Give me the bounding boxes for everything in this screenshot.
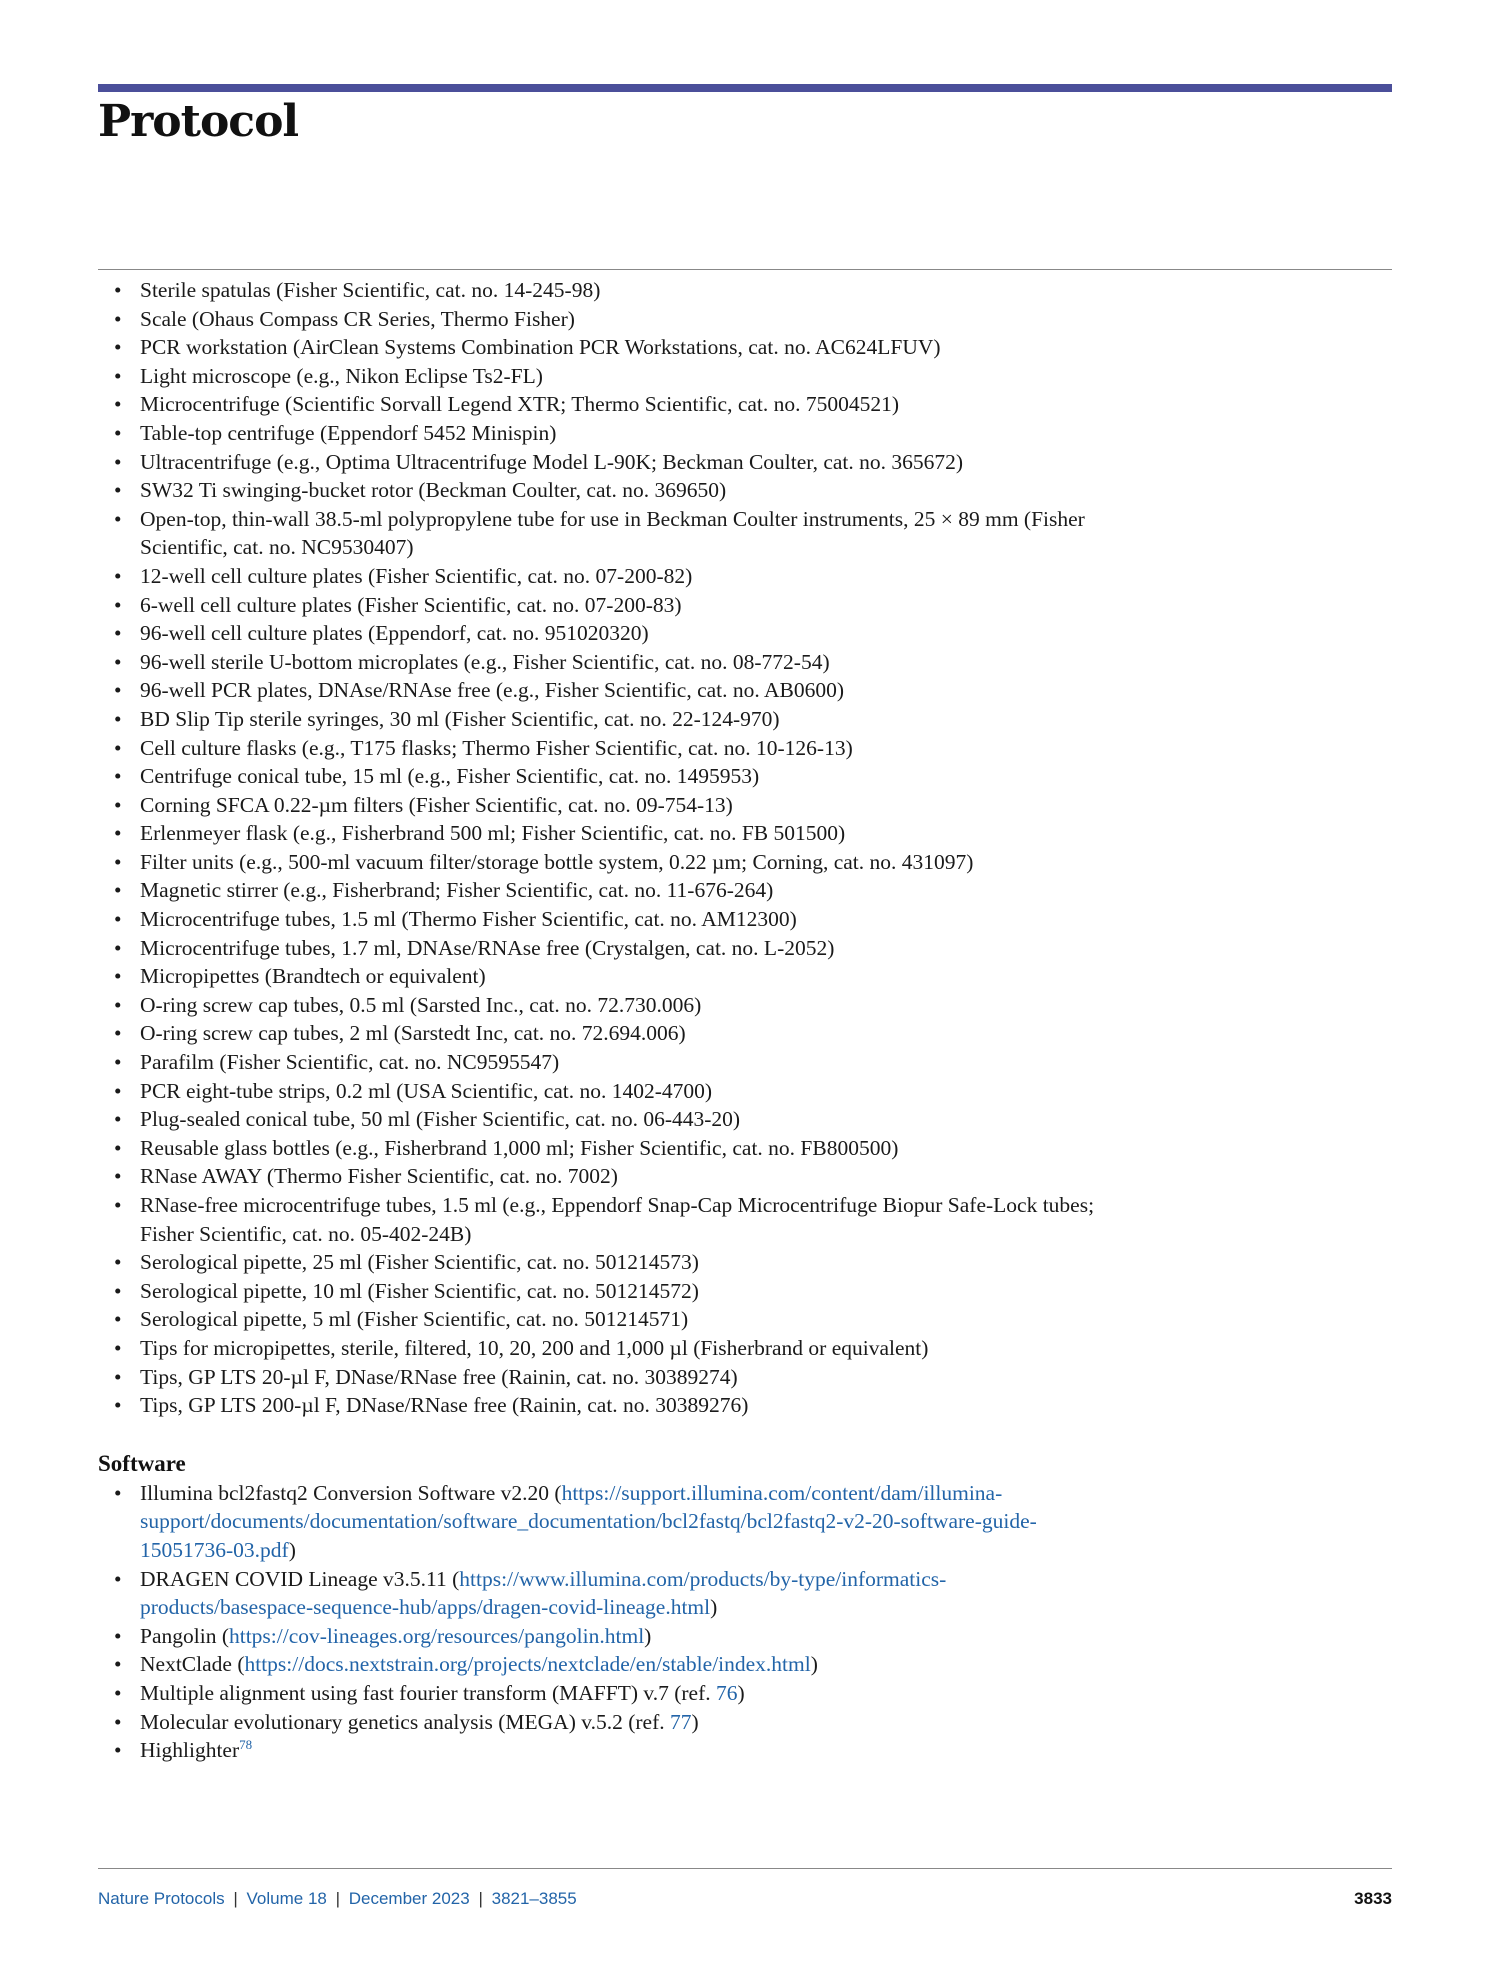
equipment-item: • 96-well cell culture plates (Eppendorf, cat. no. 951020320) (98, 619, 1098, 648)
software-item (98, 1479, 1098, 1565)
software-item-text: ) (644, 1623, 652, 1648)
equipment-item: • Filter units (e.g., 500-ml vacuum filter/storage bottle system, 0.22 µm; Corning, cat. no. 431097) (98, 848, 1098, 877)
equipment-item: • Reusable glass bottles (e.g., Fisherbrand 1,000 ml; Fisher Scientific, cat. no. FB800500) (98, 1134, 1098, 1163)
software-url-link[interactable]: https://support.illumina.com/content/dam/illumina-support/documents/documentation/software_documentation/bcl2fastq/bcl2fastq2-v2-20-software-guide-15051736-03.pdf (140, 1480, 1037, 1562)
equipment-item: • Serological pipette, 25 ml (Fisher Scientific, cat. no. 501214573) (98, 1248, 1098, 1277)
equipment-item: • SW32 Ti swinging-bucket rotor (Beckman Coulter, cat. no. 369650) (98, 476, 1098, 505)
equipment-item: • Tips, GP LTS 200-µl F, DNase/RNase free (Rainin, cat. no. 30389276) (98, 1391, 1098, 1420)
software-item-text: DRAGEN COVID Lineage v3.5.11 ( (140, 1566, 460, 1591)
reference-link[interactable]: 76 (716, 1680, 738, 1705)
equipment-item: • O-ring screw cap tubes, 0.5 ml (Sarsted Inc., cat. no. 72.730.006) (98, 991, 1098, 1020)
equipment-item: • 96-well PCR plates, DNAse/RNAse free (e.g., Fisher Scientific, cat. no. AB0600) (98, 676, 1098, 705)
equipment-item: • Cell culture flasks (e.g., T175 flasks; Thermo Fisher Scientific, cat. no. 10-126-13) (98, 734, 1098, 763)
software-url-link[interactable]: https://www.illumina.com/products/by-type/informatics-products/basespace-sequence-hub/apps/dragen-covid-lineage.html (140, 1566, 947, 1620)
equipment-item: • PCR eight-tube strips, 0.2 ml (USA Scientific, cat. no. 1402-4700) (98, 1077, 1098, 1106)
software-item (98, 1708, 1098, 1737)
equipment-item: • 6-well cell culture plates (Fisher Scientific, cat. no. 07-200-83) (98, 591, 1098, 620)
equipment-item: • Microcentrifuge (Scientific Sorvall Legend XTR; Thermo Scientific, cat. no. 75004521) (98, 390, 1098, 419)
equipment-item: • O-ring screw cap tubes, 2 ml (Sarstedt Inc, cat. no. 72.694.006) (98, 1019, 1098, 1048)
software-item-text: ) (810, 1652, 818, 1677)
equipment-item: • Microcentrifuge tubes, 1.7 ml, DNAse/RNAse free (Crystalgen, cat. no. L-2052) (98, 934, 1098, 963)
software-item-text: ) (737, 1680, 745, 1705)
equipment-item: • Sterile spatulas (Fisher Scientific, cat. no. 14-245-98) (98, 276, 1098, 305)
equipment-item: • Plug-sealed conical tube, 50 ml (Fisher Scientific, cat. no. 06-443-20) (98, 1105, 1098, 1134)
equipment-item: • Scale (Ohaus Compass CR Series, Thermo Fisher) (98, 305, 1098, 334)
software-item (98, 1736, 1098, 1765)
software-url-link[interactable]: https://docs.nextstrain.org/projects/nextclade/en/stable/index.html (244, 1652, 811, 1677)
footer-date: December 2023 (348, 1889, 470, 1908)
software-item-text: ) (288, 1537, 296, 1562)
footer-separator: | (478, 1889, 483, 1908)
software-url-link[interactable]: https://cov-lineages.org/resources/pangolin.html (228, 1623, 645, 1648)
software-item-text: Molecular evolutionary genetics analysis (MEGA) v.5.2 (ref. (140, 1709, 670, 1734)
software-heading: Software (98, 1450, 186, 1476)
equipment-item: • Centrifuge conical tube, 15 ml (e.g., Fisher Scientific, cat. no. 1495953) (98, 762, 1098, 791)
page-header-title: Protocol (98, 96, 299, 147)
reference-link[interactable]: 77 (669, 1709, 692, 1734)
footer-volume: Volume 18 (246, 1889, 327, 1908)
reference-superscript-link[interactable]: 78 (239, 1736, 253, 1752)
equipment-item: • Tips, GP LTS 20-µl F, DNase/RNase free (Rainin, cat. no. 30389274) (98, 1363, 1098, 1392)
software-item-text: ) (691, 1709, 699, 1734)
equipment-item: • BD Slip Tip sterile syringes, 30 ml (Fisher Scientific, cat. no. 22-124-970) (98, 705, 1098, 734)
header-rule (98, 84, 1392, 92)
software-item (98, 1622, 1098, 1651)
software-item-text: Multiple alignment using fast fourier transform (MAFFT) v.7 (ref. (140, 1680, 717, 1705)
equipment-item: • 96-well sterile U-bottom microplates (e.g., Fisher Scientific, cat. no. 08-772-54) (98, 648, 1098, 677)
equipment-item: • Parafilm (Fisher Scientific, cat. no. NC9595547) (98, 1048, 1098, 1077)
footer-separator: | (335, 1889, 341, 1908)
footer-journal-name[interactable]: Nature Protocols (98, 1889, 225, 1908)
software-list (98, 1479, 1098, 1765)
equipment-item: • Microcentrifuge tubes, 1.5 ml (Thermo Fisher Scientific, cat. no. AM12300) (98, 905, 1098, 934)
software-item (98, 1565, 1098, 1622)
section-divider (98, 269, 1392, 270)
equipment-item: • Serological pipette, 10 ml (Fisher Scientific, cat. no. 501214572) (98, 1277, 1098, 1306)
equipment-item: • 12-well cell culture plates (Fisher Scientific, cat. no. 07-200-82) (98, 562, 1098, 591)
equipment-item: • Corning SFCA 0.22-µm filters (Fisher Scientific, cat. no. 09-754-13) (98, 791, 1098, 820)
page-footer (98, 1885, 1392, 1913)
software-item-text: Highlighter (140, 1738, 240, 1763)
equipment-item: • RNase AWAY (Thermo Fisher Scientific, cat. no. 7002) (98, 1162, 1098, 1191)
equipment-item: • PCR workstation (AirClean Systems Combination PCR Workstations, cat. no. AC624LFUV) (98, 333, 1098, 362)
software-item-text: Pangolin ( (140, 1623, 229, 1648)
equipment-item: • Micropipettes (Brandtech or equivalent) (98, 962, 1098, 991)
equipment-item: • Open-top, thin-wall 38.5-ml polypropylene tube for use in Beckman Coulter instruments, 25 × 89 mm (Fisher Scientific, cat. no. NC9530407) (98, 505, 1098, 562)
footer-citation (98, 1885, 577, 1913)
equipment-item: • Table-top centrifuge (Eppendorf 5452 Minispin) (98, 419, 1098, 448)
software-item-text: Illumina bcl2fastq2 Conversion Software v2.20 ( (140, 1480, 562, 1505)
footer-page-number: 3833 (1354, 1889, 1392, 1908)
software-item-text: NextClade ( (140, 1652, 245, 1677)
main-content (98, 276, 1098, 1765)
footer-pages: 3821–3855 (491, 1889, 577, 1908)
equipment-item: • Light microscope (e.g., Nikon Eclipse Ts2-FL) (98, 362, 1098, 391)
equipment-item: • RNase-free microcentrifuge tubes, 1.5 ml (e.g., Eppendorf Snap-Cap Microcentrifuge Biopur Safe-Lock tubes; Fisher Scientific, cat. no. 05-402-24B) (98, 1191, 1098, 1248)
footer-rule (98, 1868, 1392, 1869)
equipment-item: • Serological pipette, 5 ml (Fisher Scientific, cat. no. 501214571) (98, 1305, 1098, 1334)
equipment-item: • Tips for micropipettes, sterile, filtered, 10, 20, 200 and 1,000 µl (Fisherbrand or equivalent) (98, 1334, 1098, 1363)
software-item (98, 1679, 1098, 1708)
software-item-text: ) (710, 1595, 718, 1620)
footer-separator: | (233, 1889, 238, 1908)
equipment-item: • Ultracentrifuge (e.g., Optima Ultracentrifuge Model L-90K; Beckman Coulter, cat. no. 365672) (98, 448, 1098, 477)
equipment-item: • Erlenmeyer flask (e.g., Fisherbrand 500 ml; Fisher Scientific, cat. no. FB 501500) (98, 819, 1098, 848)
equipment-list (98, 276, 1098, 1420)
software-item (98, 1650, 1098, 1679)
equipment-item: • Magnetic stirrer (e.g., Fisherbrand; Fisher Scientific, cat. no. 11-676-264) (98, 876, 1098, 905)
